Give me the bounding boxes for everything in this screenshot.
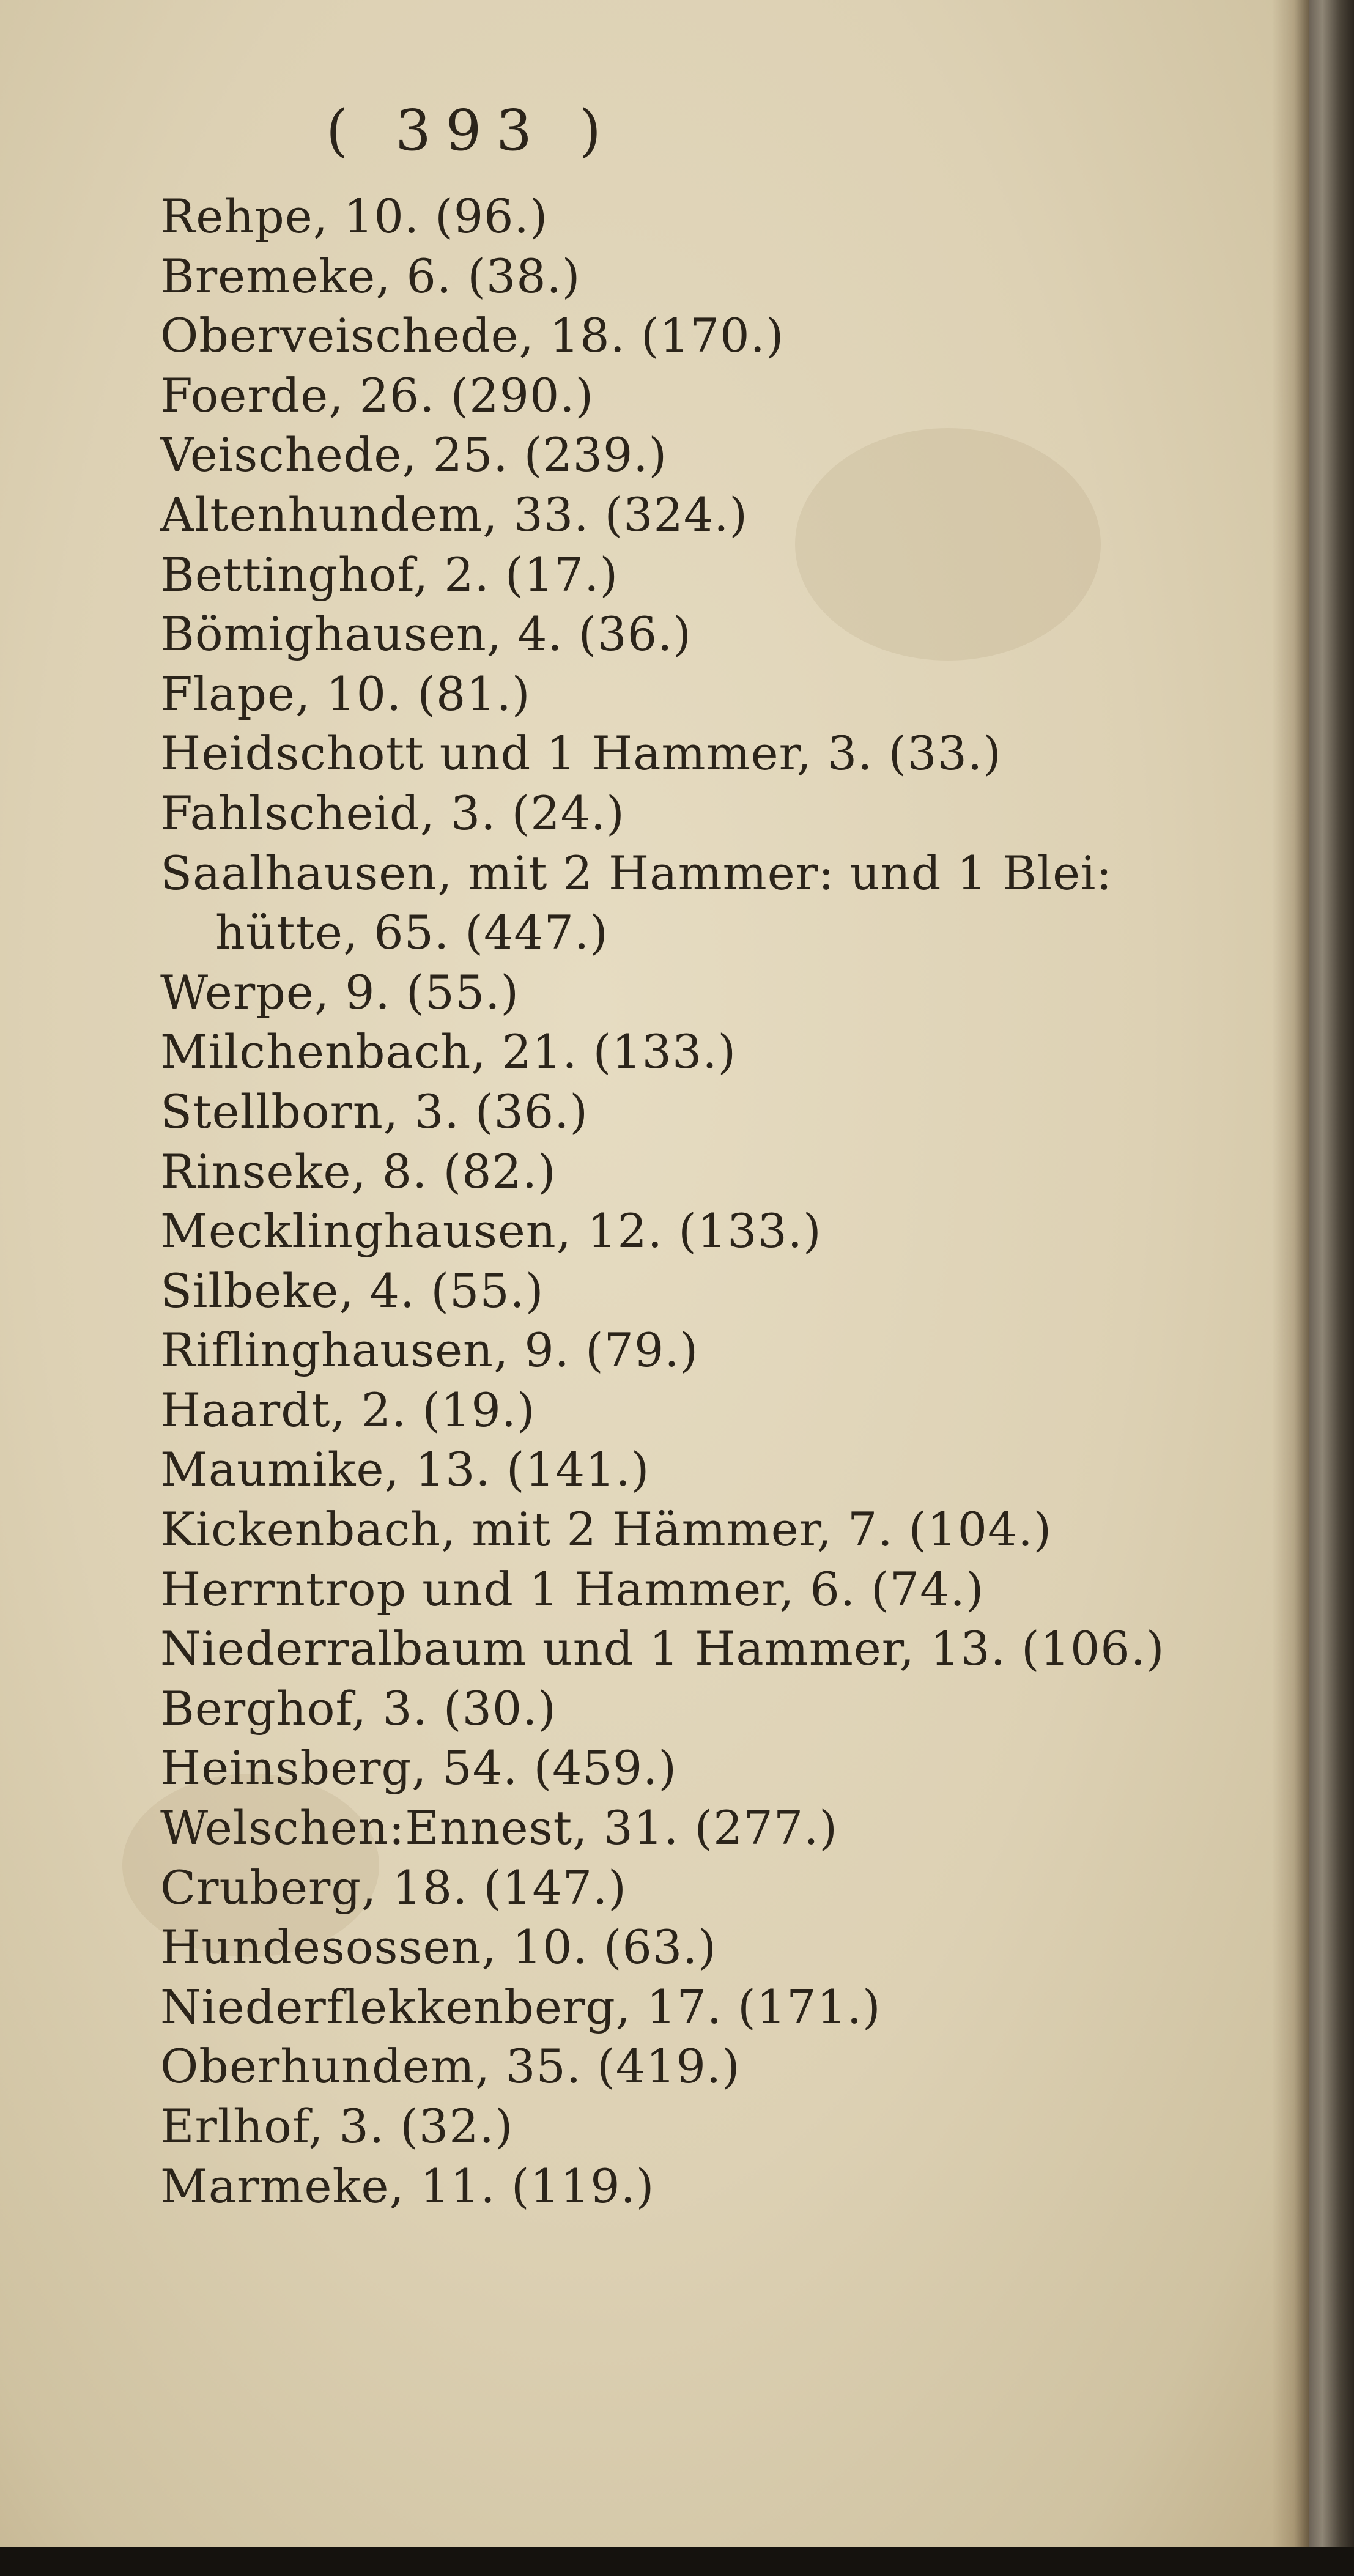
list-item: Cruberg, 18. (147.) [160, 1860, 627, 1915]
list-item: Marmeke, 11. (119.) [160, 2158, 655, 2213]
place-list [160, 187, 1200, 2216]
list-item: Berghof, 3. (30.) [160, 1681, 557, 1736]
list-item: Niederralbaum und 1 Hammer, 13. (106.) [160, 1621, 1165, 1676]
list-item: Kickenbach, mit 2 Hämmer, 7. (104.) [160, 1502, 1052, 1557]
list-item-continuation: hütte, 65. (447.) [215, 905, 609, 960]
list-item: Rinseke, 8. (82.) [160, 1144, 557, 1199]
list-item: Fahlscheid, 3. (24.) [160, 785, 625, 840]
list-item: Niederflekkenberg, 17. (171.) [160, 1979, 881, 2034]
list-item: Werpe, 9. (55.) [160, 964, 520, 1020]
list-item: Rehpe, 10. (96.) [160, 189, 549, 243]
list-item: Bremeke, 6. (38.) [160, 248, 581, 303]
page-number: ( 393 ) [326, 98, 616, 163]
list-item: Milchenbach, 21. (133.) [160, 1024, 737, 1079]
list-item: Haardt, 2. (19.) [160, 1382, 536, 1437]
list-item: Herrntrop und 1 Hammer, 6. (74.) [160, 1561, 985, 1616]
list-item: Riflinghausen, 9. (79.) [160, 1323, 699, 1378]
list-item: Foerde, 26. (290.) [160, 368, 594, 423]
list-item: Welschen:Ennest, 31. (277.) [160, 1801, 838, 1856]
list-item: Stellborn, 3. (36.) [160, 1084, 589, 1139]
list-item: Veischede, 25. (239.) [160, 427, 668, 483]
book-binding [1309, 0, 1354, 2576]
list-item: Bettinghof, 2. (17.) [160, 547, 619, 602]
list-item: Erlhof, 3. (32.) [160, 2099, 514, 2153]
list-item: Heidschott und 1 Hammer, 3. (33.) [160, 726, 1002, 781]
list-item: Bömighausen, 4. (36.) [160, 607, 692, 662]
list-item: Oberveischede, 18. (170.) [160, 308, 785, 363]
list-item: Maumike, 13. (141.) [160, 1442, 650, 1497]
page-edge-shadow [1272, 0, 1309, 2547]
list-item: Altenhundem, 33. (324.) [160, 487, 749, 542]
list-item: Saalhausen, mit 2 Hammer: und 1 Blei: [160, 845, 1113, 900]
list-item: Oberhundem, 35. (419.) [160, 2039, 741, 2094]
list-item: Heinsberg, 54. (459.) [160, 1741, 677, 1796]
list-item: Hundesossen, 10. (63.) [160, 1920, 717, 1975]
list-item: Silbeke, 4. (55.) [160, 1263, 544, 1318]
list-item: Flape, 10. (81.) [160, 666, 531, 721]
scan-background [0, 2547, 1354, 2576]
list-item: Mecklinghausen, 12. (133.) [160, 1204, 822, 1259]
